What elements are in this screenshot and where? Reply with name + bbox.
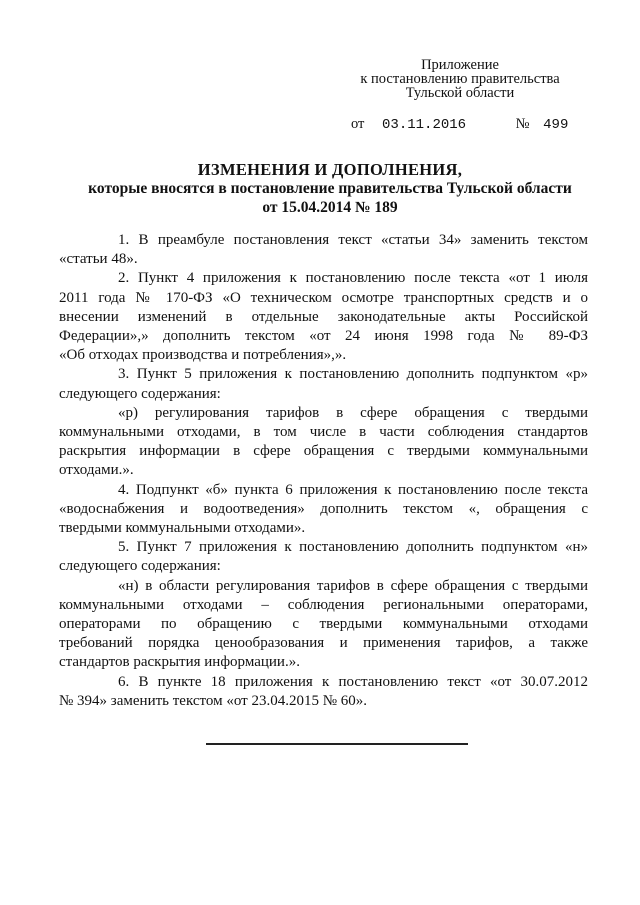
paragraph-line: отходами.». [59,462,134,479]
paragraph-3 [59,365,588,403]
paragraph-line: раскрытия информации в сфере обращения с твердыми коммунальными [59,443,588,460]
paragraph-line: «водоснабжения и водоотведения» дополнить текстом «, обращения с [59,500,588,517]
paragraph-line: «н) в области регулирования тарифов в сфере обращения с твердыми [118,577,588,594]
paragraph-line: 1. В преамбуле постановления текст «статьи 34» заменить текстом [118,232,588,248]
paragraph-6 [59,538,588,576]
title-line-3: от 15.04.2014 № 189 [262,199,398,216]
paragraph-line: 6. В пункте 18 приложения к постановлению текст «от 30.07.2012 [118,673,588,690]
title-line-1: ИЗМЕНЕНИЯ И ДОПОЛНЕНИЯ, [197,160,463,179]
date-number-line [351,116,568,133]
end-separator-line [206,743,468,745]
paragraph-8 [59,673,588,711]
paragraph-line: «статьи 48». [59,251,138,268]
date-prefix: от [351,116,365,132]
paragraph-line: внесении изменений в отдельные законодательные акты Российской [59,308,588,325]
paragraph-1 [59,231,588,269]
paragraph-4 [59,404,588,481]
paragraph-7 [59,577,588,673]
paragraph-line: коммунальными отходами – соблюдения региональными операторами, [59,596,588,613]
appendix-title: Приложение [421,57,499,73]
paragraph-line: 4. Подпункт «б» пункта 6 приложения к постановлению после текста [118,481,588,498]
number-prefix: № [515,116,530,132]
paragraph-line: «р) регулирования тарифов в сфере обращения с твердыми [118,404,588,421]
paragraph-line: следующего содержания: [59,385,221,402]
paragraph-line: твердыми коммунальными отходами». [59,520,306,537]
appendix-header [330,58,590,100]
document-body [59,231,588,711]
paragraph-line: требований порядка ценообразования и применения тарифов, а также [59,635,588,652]
paragraph-line: Федерации»,» дополнить текстом «от 24 июня 1998 года № 89-ФЗ [59,328,588,345]
document-title [60,160,600,217]
paragraph-line: № 394» заменить текстом «от 23.04.2015 № 60». [59,692,368,709]
appendix-line-2: к постановлению правительства [360,71,560,87]
paragraph-2 [59,269,588,365]
title-line-2: которые вносятся в постановление правительства Тульской области [88,180,572,197]
paragraph-line: 3. Пункт 5 приложения к постановлению дополнить подпунктом «р» [118,366,588,383]
paragraph-line: коммунальными отходами, в том числе в части соблюдения стандартов [59,424,588,441]
paragraph-line: операторами по обращению с твердыми коммунальными отходами [59,616,588,633]
appendix-line-3: Тульской области [405,85,515,101]
paragraph-5 [59,481,588,539]
paragraph-line: 2011 года № 170-ФЗ «О техническом осмотре транспортных средств и о [59,289,588,306]
paragraph-line: 2. Пункт 4 приложения к постановлению после текста «от 1 июля [118,270,588,287]
paragraph-line: следующего содержания: [59,558,221,575]
paragraph-line: 5. Пункт 7 приложения к постановлению дополнить подпунктом «н» [118,539,588,556]
date-value: 03.11.2016 [382,117,467,133]
paragraph-line: «Об отходах производства и потребления»,». [59,347,347,364]
paragraph-line: стандартов раскрытия информации.». [59,654,300,671]
number-value: 499 [543,117,569,133]
